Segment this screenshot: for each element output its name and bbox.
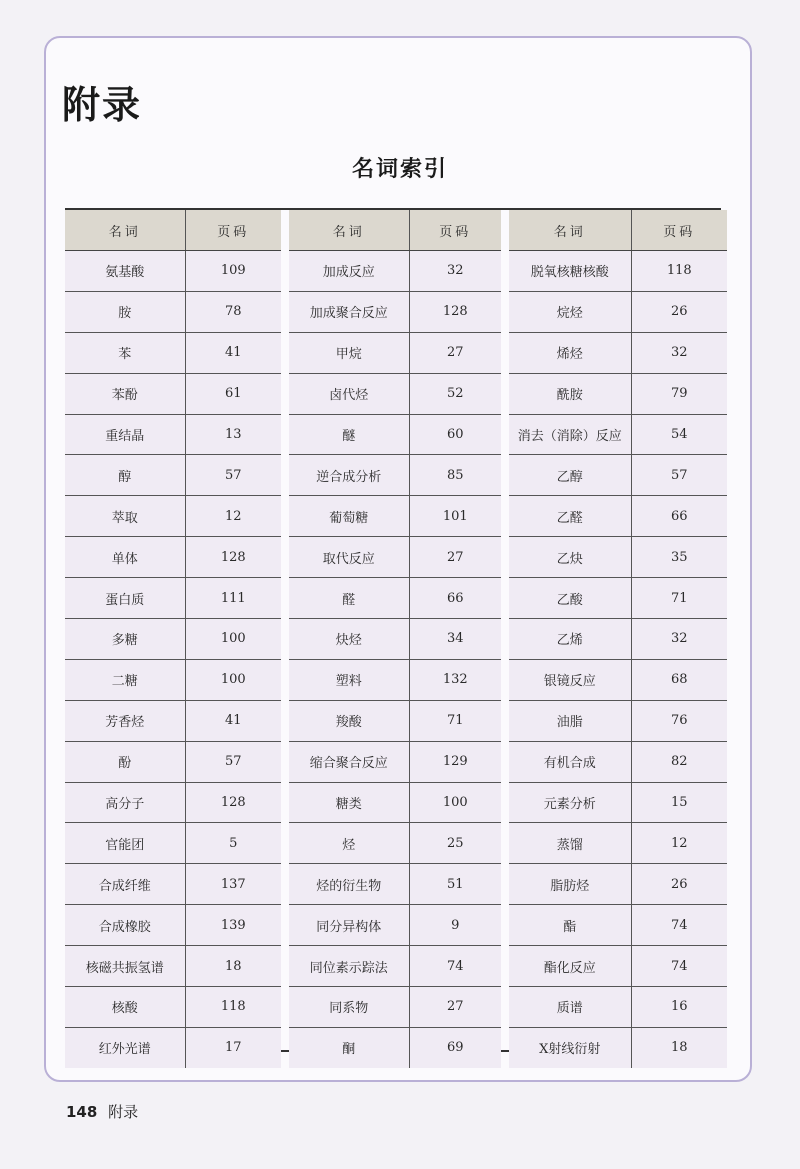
footer-label: 附录 [108, 1103, 139, 1121]
table-row [65, 414, 281, 455]
page-cell: 128 [185, 537, 281, 578]
term-cell: 脂肪烃 [509, 864, 631, 905]
table-row [65, 905, 281, 946]
term-cell: 羧酸 [289, 700, 409, 741]
table-row [289, 782, 501, 823]
table-row [65, 291, 281, 332]
table-row [289, 987, 501, 1028]
table-row [65, 251, 281, 292]
table-row [509, 578, 727, 619]
table-row [289, 1027, 501, 1067]
term-cell: 蛋白质 [65, 578, 185, 619]
table-row [65, 741, 281, 782]
term-cell: 酯 [509, 905, 631, 946]
page-cell: 16 [631, 987, 727, 1028]
term-cell: 酯化反应 [509, 946, 631, 987]
term-cell: 酰胺 [509, 373, 631, 414]
page-cell: 57 [185, 455, 281, 496]
term-cell: 氨基酸 [65, 251, 185, 292]
term-cell: 合成纤维 [65, 864, 185, 905]
page-cell: 66 [631, 496, 727, 537]
page-cell: 32 [631, 619, 727, 660]
term-cell: 红外光谱 [65, 1027, 185, 1067]
table-row [289, 455, 501, 496]
term-cell: X射线衍射 [509, 1027, 631, 1067]
page-cell: 18 [631, 1027, 727, 1067]
page-cell: 132 [409, 659, 501, 700]
table-row [509, 291, 727, 332]
table-row [65, 455, 281, 496]
page-header: 页码 [185, 210, 281, 251]
page-footer [66, 1101, 138, 1122]
page-cell: 76 [631, 700, 727, 741]
page-cell: 27 [409, 537, 501, 578]
page-cell: 27 [409, 987, 501, 1028]
table-row [509, 905, 727, 946]
page-cell: 52 [409, 373, 501, 414]
term-cell: 同位素示踪法 [289, 946, 409, 987]
table-row [289, 823, 501, 864]
page-cell: 41 [185, 332, 281, 373]
term-cell: 酚 [65, 741, 185, 782]
page-cell: 60 [409, 414, 501, 455]
table-row [65, 987, 281, 1028]
term-header: 名词 [289, 210, 409, 251]
table-row [65, 496, 281, 537]
page-cell: 35 [631, 537, 727, 578]
table-row [509, 659, 727, 700]
term-cell: 二糖 [65, 659, 185, 700]
page-cell: 9 [409, 905, 501, 946]
table-row [65, 373, 281, 414]
page-cell: 71 [631, 578, 727, 619]
page-cell: 17 [185, 1027, 281, 1067]
table-row [509, 1027, 727, 1067]
page-cell: 79 [631, 373, 727, 414]
page-cell: 34 [409, 619, 501, 660]
page-cell: 41 [185, 700, 281, 741]
page-cell: 82 [631, 741, 727, 782]
table-row [289, 332, 501, 373]
table-row [509, 741, 727, 782]
table-row [509, 373, 727, 414]
page-cell: 18 [185, 946, 281, 987]
term-cell: 卤代烃 [289, 373, 409, 414]
page-cell: 57 [185, 741, 281, 782]
term-cell: 烷烃 [509, 291, 631, 332]
table-row [509, 332, 727, 373]
page-cell: 78 [185, 291, 281, 332]
term-cell: 甲烷 [289, 332, 409, 373]
page-cell: 111 [185, 578, 281, 619]
page-cell: 61 [185, 373, 281, 414]
table-row [65, 823, 281, 864]
table-row [289, 619, 501, 660]
table-row [65, 578, 281, 619]
table-row [509, 987, 727, 1028]
term-cell: 炔烃 [289, 619, 409, 660]
page-cell: 100 [185, 619, 281, 660]
table-row [509, 823, 727, 864]
page-cell: 137 [185, 864, 281, 905]
table-row [65, 946, 281, 987]
page-cell: 12 [185, 496, 281, 537]
page-cell: 118 [185, 987, 281, 1028]
table-row [289, 659, 501, 700]
page-header: 页码 [631, 210, 727, 251]
term-cell: 质谱 [509, 987, 631, 1028]
table-row [289, 741, 501, 782]
term-cell: 多糖 [65, 619, 185, 660]
page-cell: 71 [409, 700, 501, 741]
table-row [509, 496, 727, 537]
term-cell: 单体 [65, 537, 185, 578]
term-cell: 烃的衍生物 [289, 864, 409, 905]
table-row [289, 373, 501, 414]
table-row [509, 537, 727, 578]
table-row [65, 864, 281, 905]
page-cell: 54 [631, 414, 727, 455]
term-cell: 有机合成 [509, 741, 631, 782]
page-cell: 13 [185, 414, 281, 455]
page-cell: 5 [185, 823, 281, 864]
term-cell: 苯 [65, 332, 185, 373]
page-cell: 69 [409, 1027, 501, 1067]
term-cell: 高分子 [65, 782, 185, 823]
term-cell: 乙炔 [509, 537, 631, 578]
page-cell: 74 [631, 905, 727, 946]
term-header: 名词 [65, 210, 185, 251]
table-row [289, 946, 501, 987]
term-cell: 芳香烃 [65, 700, 185, 741]
term-header: 名词 [509, 210, 631, 251]
page-cell: 66 [409, 578, 501, 619]
table-row [65, 537, 281, 578]
page-cell: 32 [409, 251, 501, 292]
table-row [509, 414, 727, 455]
table-row [509, 455, 727, 496]
term-cell: 烯烃 [509, 332, 631, 373]
page-cell: 15 [631, 782, 727, 823]
page-cell: 128 [185, 782, 281, 823]
term-cell: 醇 [65, 455, 185, 496]
term-cell: 乙烯 [509, 619, 631, 660]
page-cell: 68 [631, 659, 727, 700]
page-cell: 26 [631, 291, 727, 332]
term-cell: 逆合成分析 [289, 455, 409, 496]
term-cell: 同分异构体 [289, 905, 409, 946]
table-row [509, 864, 727, 905]
page-cell: 109 [185, 251, 281, 292]
term-cell: 脱氧核糖核酸 [509, 251, 631, 292]
page-cell: 139 [185, 905, 281, 946]
index-table-2 [289, 210, 501, 1068]
term-cell: 蒸馏 [509, 823, 631, 864]
term-cell: 重结晶 [65, 414, 185, 455]
table-row [65, 619, 281, 660]
term-cell: 官能团 [65, 823, 185, 864]
index-table-3 [509, 210, 727, 1068]
term-cell: 葡萄糖 [289, 496, 409, 537]
table-row [289, 291, 501, 332]
term-cell: 加成反应 [289, 251, 409, 292]
term-cell: 加成聚合反应 [289, 291, 409, 332]
table-row [289, 864, 501, 905]
table-row [289, 496, 501, 537]
table-row [509, 700, 727, 741]
page-cell: 100 [409, 782, 501, 823]
page-cell: 26 [631, 864, 727, 905]
glossary-index-tables [65, 208, 721, 1058]
page-cell: 12 [631, 823, 727, 864]
term-cell: 元素分析 [509, 782, 631, 823]
term-cell: 胺 [65, 291, 185, 332]
page-cell: 118 [631, 251, 727, 292]
term-cell: 酮 [289, 1027, 409, 1067]
term-cell: 醚 [289, 414, 409, 455]
table-row [509, 782, 727, 823]
table-row [65, 332, 281, 373]
term-cell: 消去（消除）反应 [509, 414, 631, 455]
term-cell: 乙醛 [509, 496, 631, 537]
term-cell: 油脂 [509, 700, 631, 741]
term-cell: 萃取 [65, 496, 185, 537]
table-row [65, 700, 281, 741]
term-cell: 核磁共振氢谱 [65, 946, 185, 987]
table-row [289, 251, 501, 292]
table-row [65, 782, 281, 823]
page-cell: 101 [409, 496, 501, 537]
term-cell: 糖类 [289, 782, 409, 823]
term-cell: 塑料 [289, 659, 409, 700]
page-cell: 25 [409, 823, 501, 864]
index-table-1 [65, 210, 281, 1068]
table-row [509, 251, 727, 292]
term-cell: 核酸 [65, 987, 185, 1028]
page-cell: 27 [409, 332, 501, 373]
term-cell: 合成橡胶 [65, 905, 185, 946]
term-cell: 醛 [289, 578, 409, 619]
table-row [65, 659, 281, 700]
term-cell: 银镜反应 [509, 659, 631, 700]
table-row [65, 1027, 281, 1067]
page-cell: 57 [631, 455, 727, 496]
term-cell: 取代反应 [289, 537, 409, 578]
page-number: 148 [66, 1103, 98, 1121]
table-row [289, 905, 501, 946]
term-cell: 缩合聚合反应 [289, 741, 409, 782]
page-cell: 85 [409, 455, 501, 496]
page-cell: 129 [409, 741, 501, 782]
table-row [289, 414, 501, 455]
page-cell: 100 [185, 659, 281, 700]
section-title: 附录 [62, 83, 143, 127]
table-row [289, 578, 501, 619]
term-cell: 同系物 [289, 987, 409, 1028]
page-cell: 32 [631, 332, 727, 373]
term-cell: 烃 [289, 823, 409, 864]
term-cell: 乙酸 [509, 578, 631, 619]
table-row [289, 700, 501, 741]
term-cell: 苯酚 [65, 373, 185, 414]
page-cell: 51 [409, 864, 501, 905]
page-cell: 74 [409, 946, 501, 987]
term-cell: 乙醇 [509, 455, 631, 496]
page-header: 页码 [409, 210, 501, 251]
page-cell: 74 [631, 946, 727, 987]
page-cell: 128 [409, 291, 501, 332]
table-row [289, 537, 501, 578]
index-title: 名词索引 [351, 157, 448, 182]
table-row [509, 619, 727, 660]
table-row [509, 946, 727, 987]
